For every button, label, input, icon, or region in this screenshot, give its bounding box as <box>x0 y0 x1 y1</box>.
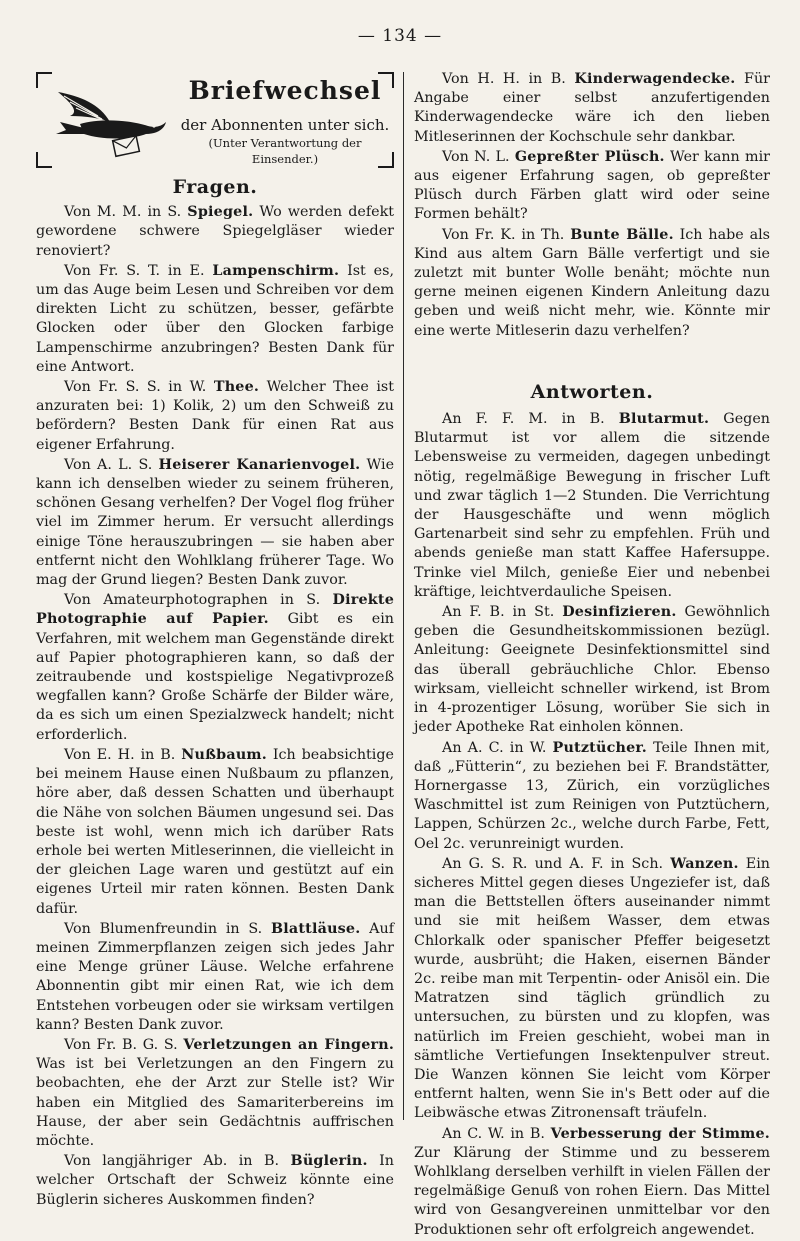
answers-list <box>414 410 770 1240</box>
answer-topic: Verbesserung der Stimme. <box>550 1125 770 1142</box>
question-topic: Verletzungen an Fingern. <box>183 1036 394 1053</box>
question-topic: Spiegel. <box>187 204 254 221</box>
questions-list-right <box>414 70 770 341</box>
question-topic: Kinderwagendecke. <box>574 71 736 87</box>
header-title: Briefwechsel <box>188 76 382 105</box>
answer-sender: An A. C. in W. <box>442 739 547 756</box>
answer-topic: Desinfizieren. <box>562 604 677 621</box>
question-sender: Von Fr. S. S. in W. <box>64 379 207 396</box>
question-text: Wer kann mir aus eigener Erfahrung sagen, ob gepreßter Plüsch durch Färben glatt wird oder seine Formen behält? <box>414 148 771 223</box>
answer-text: Teile Ihnen mit, daß „Fütterin“, zu beziehen bei F. Brandstätter, Hornergasse 13, Zürich, ein vorzügliches Waschmittel ist zum Reinigen von Putztüchern, Lappen, Schürzen 2c., welche durch Farbe, Fett, Oel 2c. verunreinigt wurden. <box>414 739 770 852</box>
question-text: Für Angabe einer selbst anzufertigenden Kinderwagendecke wäre ich den lieben Mitleserinnen der Kochschule sehr dankbar. <box>414 71 771 145</box>
answer-entry <box>414 739 770 854</box>
question-entry <box>36 746 394 919</box>
question-text: Welcher Thee ist anzuraten bei: 1) Kolik, 2) um den Schweiß zu befördern? Besten Dank für einen Rat aus eigener Erfahrung. <box>36 379 395 453</box>
question-sender: Von Blumenfreundin in S. <box>64 920 263 937</box>
question-entry <box>36 1152 394 1210</box>
questions-heading: Fragen. <box>172 176 258 198</box>
answer-text: Zur Klärung der Stimme und zu besserem Wohlklang derselben verhilft in vielen Fällen der regelmäßige Genuß von rohen Eiern. Das Mittel wird von Gesangvereinen unmittelbar vor den Produktionen sehr oft erfolgreich angewendet. <box>414 1144 770 1238</box>
question-text: Wo werden defekt gewordene schwere Spiegelgläser wieder renoviert? <box>36 204 395 259</box>
question-sender: Von A. L. S. <box>64 456 153 473</box>
question-entry <box>36 262 394 377</box>
question-topic: Bunte Bälle. <box>570 226 674 243</box>
question-sender: Von N. L. <box>442 148 510 165</box>
right-column <box>414 70 770 1241</box>
question-sender: Von Fr. B. G. S. <box>64 1036 178 1053</box>
question-topic: Thee. <box>213 379 260 396</box>
question-sender: Von Amateurphotographen in S. <box>64 592 321 609</box>
left-column <box>36 72 394 1211</box>
question-entry <box>36 378 394 455</box>
question-text: Ist es, um das Auge beim Lesen und Schreiben vor dem direkten Licht zu schützen, besser, gefärbte Glocken oder über den Glocken farbige Lampenschirme anzubringen? Besten Dank für eine Antwort. <box>36 262 395 375</box>
answer-topic: Wanzen. <box>670 855 739 872</box>
answer-entry <box>414 603 770 737</box>
header-note-line1: (Unter Verantwortung der <box>208 136 362 150</box>
question-sender: Von E. H. in B. <box>64 746 176 763</box>
header-note-line2: Einsender.) <box>251 152 319 166</box>
question-text: Auf meinen Zimmerpflanzen zeigen sich jedes Jahr eine Menge grüner Läuse. Welche erfahrene Abonnentin gibt mir einen Rat, wie ich dem Entstehen vorbeugen oder sie wirksam vertilgen kann? Besten Dank zuvor. <box>36 920 394 1033</box>
question-entry <box>414 148 770 225</box>
question-entry <box>36 456 394 590</box>
questions-list-left <box>36 203 394 1210</box>
column-divider <box>403 72 404 1120</box>
answer-sender: An F. F. M. in B. <box>442 411 605 428</box>
question-entry <box>36 591 394 745</box>
question-topic: Büglerin. <box>290 1153 368 1170</box>
question-topic: Lampenschirm. <box>212 262 340 279</box>
answer-text: Gewöhnlich geben die Gesundheitskommissionen bezügl. Anleitung: Geeignete Desinfektionsmittel sind das überall gebräuchliche Chlor. Ebenso wirksam, vielleicht schneller wirkend, ist Brom in 4-prozentiger Lösung, worüber Sie sich in jeder Apotheke Rat einholen können. <box>414 604 771 736</box>
question-sender: Von Fr. S. T. in E. <box>64 262 205 279</box>
answer-topic: Blutarmut. <box>618 411 710 428</box>
question-sender: Von langjähriger Ab. in B. <box>64 1153 280 1170</box>
bird-with-letter-icon <box>40 82 170 167</box>
question-text: Gibt es ein Verfahren, mit welchem man Gegenstände direkt auf Papier photographieren kann, so daß der zeitraubende und kostspielige Negativprozeß wegfallen kann? Große Schärfe der Bilder wäre, da es sich um einen Spezialzweck handelt; nicht erforderlich. <box>36 611 394 743</box>
question-sender: Von H. H. in B. <box>442 71 566 87</box>
question-sender: Von M. M. in S. <box>64 204 182 221</box>
question-entry <box>414 70 770 147</box>
header-text <box>176 76 394 166</box>
question-entry <box>36 920 394 1035</box>
page-number: — 134 — <box>357 26 443 46</box>
question-text: Ich habe als Kind aus altem Garn Bälle verfertigt und sie zuletzt mit bunter Wolle benäht; möchte nun gerne meinen eigenen Kindern Anleitung dazu geben und weiß nicht mehr, wie. Könnte mir eine werte Mitleserin dazu verhelfen? <box>414 226 771 339</box>
question-topic: Blattläuse. <box>270 920 361 937</box>
question-entry <box>36 203 394 261</box>
question-sender: Von Fr. K. in Th. <box>442 226 565 243</box>
answer-topic: Putztücher. <box>552 739 647 756</box>
answer-text: Gegen Blutarmut ist vor allem die sitzende Lebensweise zu vermeiden, dagegen unbedingt nötig, regelmäßige Bewegung in frischer Luft und zwar täglich 1—2 Stunden. Die Verrichtung der Hausgeschäfte und wenn möglich Gartenarbeit sind sehr zu empfehlen. Früh und abends genieße man statt Kaffee Hafersuppe. Trinke viel Milch, genieße Eier und nebenbei kräftige, leichtverdauliche Speisen. <box>414 411 770 600</box>
question-text: Ich beabsichtige bei meinem Hause einen Nußbaum zu pflanzen, höre aber, daß dessen Schatten und überhaupt die Nähe von solchen Bäumen ungesund sei. Das beste ist wohl, wenn mich ich darüber Rats erhole bei werten Mitleserinnen, die vielleicht in der gleichen Lage waren und gestützt auf ein eigenes Urteil mir raten können. Besten Dank dafür. <box>36 746 394 917</box>
answer-sender: An C. W. in B. <box>442 1125 545 1142</box>
question-text: In welcher Ortschaft der Schweiz könnte eine Büglerin sicheres Auskommen finden? <box>36 1153 395 1208</box>
question-topic: Gepreßter Plüsch. <box>514 148 665 165</box>
answer-text: Ein sicheres Mittel gegen dieses Ungeziefer ist, daß man die Bettstellen öfters auseinander nimmt und sie mit heißem Wasser, dem etwas Chlorkalk oder spanischer Pfeffer beigesetzt wurde, ausbrüht; die Haken, eisernen Bänder 2c. reibe man mit Terpentin- oder Anisöl ein. Die Matratzen sind täglich gründlich zu untersuchen, zu bürsten und zu klopfen, was natürlich im Freien geschieht, wobei man in sämtliche Vertiefungen Insektenpulver streut. Die Wanzen können Sie leicht vom Körper entfernt halten, wenn Sie in's Bett oder auf die Leibwäsche etwas Zitronensaft träufeln. <box>414 855 771 1122</box>
question-entry <box>36 1036 394 1151</box>
answer-sender: An F. B. in St. <box>442 604 555 621</box>
answer-entry <box>414 1125 770 1240</box>
answer-entry <box>414 410 770 602</box>
answer-entry <box>414 855 770 1124</box>
question-topic: Nußbaum. <box>181 746 267 763</box>
section-header <box>36 72 394 168</box>
answers-heading: Antworten. <box>530 380 654 403</box>
question-topic: Direkte Photographie auf Papier. <box>36 592 395 628</box>
question-text: Was ist bei Verletzungen an den Fingern zu beobachten, ehe der Arzt zur Stelle ist? Wir haben ein Mitglied des Samariterbereins im Hause, der aber sein Gedächtnis auffrischen möchte. <box>36 1056 394 1149</box>
answer-sender: An G. S. R. und A. F. in Sch. <box>442 855 664 872</box>
question-text: Wie kann ich denselben wieder zu seinem früheren, schönen Gesang verhelfen? Der Vogel flog früher viel im Zimmer herum. Er versucht allerdings einige Töne herauszubringen — sie haben aber entfernt nicht den Wohlklang früherer Tage. Wo mag der Grund liegen? Besten Dank zuvor. <box>36 456 395 589</box>
header-subtitle: der Abonnenten unter sich. <box>180 116 390 134</box>
question-entry <box>414 226 770 341</box>
question-topic: Heiserer Kanarienvogel. <box>158 456 361 473</box>
